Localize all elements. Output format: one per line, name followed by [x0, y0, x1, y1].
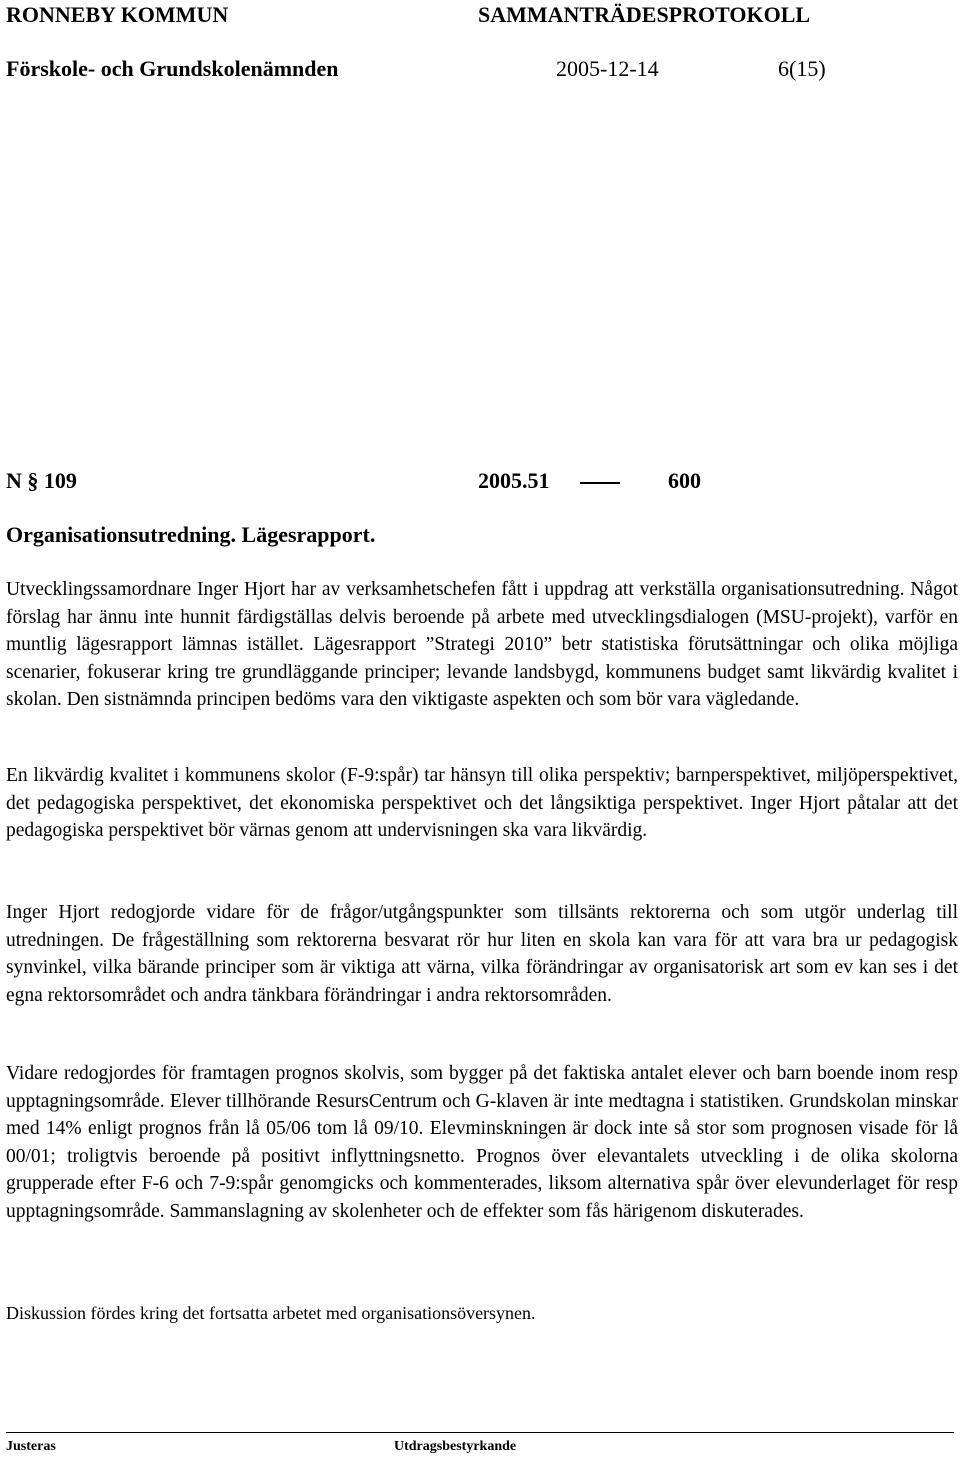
- paragraph-text: Inger Hjort redogjorde vidare för de frågor/utgångspunkter som tillsänts rektorerna och som utgör underlag till utredningen. De frågeställning som rektorerna besvarat rör hur liten en skola kan vara för att vara bra ur pedagogisk synvinkel, vilka bärande principer som är viktiga att värna, vilka förändringar av organisatorisk art som ev kan ses i det egna rektorsområdet och andra tänkbara förändringar i andra rektorsområden.: [6, 902, 958, 1006]
- paragraph-number: N § 109: [6, 468, 77, 493]
- case-reference: 2005.51: [478, 468, 550, 493]
- document-type: SAMMANTRÄDESPROTOKOLL: [478, 2, 811, 27]
- body-paragraph-2: [6, 762, 958, 845]
- footer-justeras: Justeras: [6, 1439, 56, 1454]
- body-paragraph-5: [6, 1300, 958, 1328]
- body-paragraph-3: [6, 899, 958, 1009]
- paragraph-text: Vidare redogjordes för framtagen prognos skolvis, som bygger på det faktiska antalet elever och barn boende inom resp upptagningsområde. Elever tillhörande ResursCentrum och G-klaven är inte medtagna i statistiken. Grundskolan minskar med 14% enligt prognos från lå 05/06 tom lå 09/10. Elevminskningen är dock inte så stor som prognosen visade för lå 00/01; troligtvis beroende på positivt inflyttningsnetto. Prognos över elevantalets utveckling i de olika skolorna grupperade efter F-6 och 7-9:spår genomgicks och kommenterades, liksom alternativa spår över elevunderlaget för resp upptagningsområde. Sammanslagning av skolenheter och de effekter som fås härigenom diskuterades.: [6, 1063, 958, 1222]
- paragraph-text: Diskussion fördes kring det fortsatta arbetet med organisationsöversynen.: [6, 1303, 536, 1323]
- municipality-name: RONNEBY KOMMUN: [6, 2, 229, 27]
- paragraph-text: En likvärdig kvalitet i kommunens skolor (F-9:spår) tar hänsyn till olika perspektiv; barnperspektivet, miljöperspektivet, det pedagogiska perspektivet, det ekonomiska perspektivet och det långsiktiga perspektivet. Inger Hjort påtalar att det pedagogiska perspektivet bör värnas genom att undervisningen ska vara likvärdig.: [6, 765, 958, 841]
- case-code: 600: [668, 468, 701, 493]
- reference-dash: [580, 482, 620, 484]
- item-title: Organisationsutredning. Lägesrapport.: [6, 522, 376, 547]
- page-number: 6(15): [778, 56, 826, 81]
- meeting-date: 2005-12-14: [556, 56, 659, 81]
- body-paragraph-1: [6, 576, 958, 714]
- body-paragraph-4: [6, 1060, 958, 1225]
- footer-utdragsbestyrkande: Utdragsbestyrkande: [394, 1439, 517, 1454]
- board-name: Förskole- och Grundskolenämnden: [6, 56, 339, 81]
- footer-divider: [6, 1432, 954, 1433]
- paragraph-text: Utvecklingssamordnare Inger Hjort har av verksamhetschefen fått i uppdrag att verkställa organisationsutredning. Något förslag har ännu inte hunnit färdigställas delvis beroende på arbete med utvecklingsdialogen (MSU-projekt), varför en muntlig lägesrapport lämnas istället. Lägesrapport ”Strategi 2010” betr statistiska förutsättningar och olika möjliga scenarier, fokuserar kring tre grundläggande principer; levande landsbygd, kommunens budget samt likvärdig kvalitet i skolan. Den sistnämnda principen bedöms vara den viktigaste aspekten och som bör vara vägledande.: [6, 579, 958, 710]
